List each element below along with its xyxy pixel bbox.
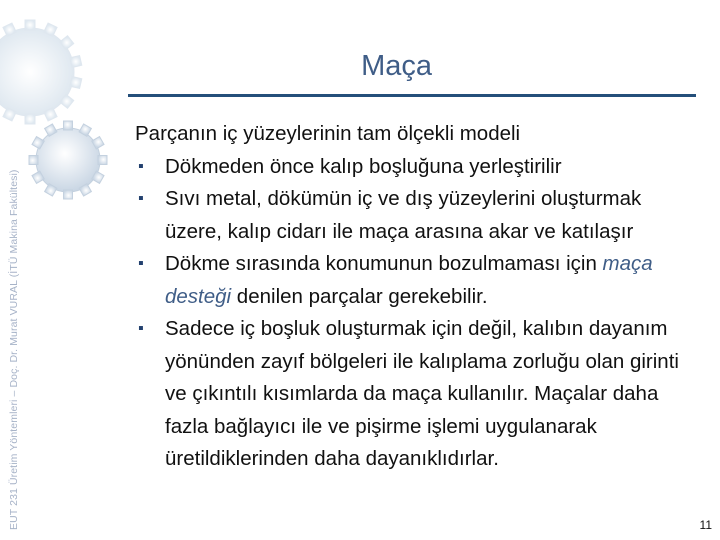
emphasized-term: maça desteği xyxy=(165,252,653,308)
list-item xyxy=(135,248,695,313)
page-number: 11 xyxy=(699,518,712,532)
list-item xyxy=(135,183,695,248)
bullet-text-before: Dökme sırasında konumunun bozulmaması için xyxy=(165,252,603,275)
list-item xyxy=(135,151,695,184)
title-divider xyxy=(128,94,696,97)
small-gear-icon xyxy=(29,121,107,199)
bullet-text-after: denilen parçalar gerekebilir. xyxy=(231,284,488,308)
bullet-text: Sıvı metal, dökümün iç ve dış yüzeylerini oluşturmak üzere, kalıp cidarı ile maça arasına akar ve katılaşır xyxy=(165,187,642,243)
bullet-text: Dökmeden önce kalıp boşluğuna yerleştirilir xyxy=(165,154,562,178)
list-item xyxy=(135,313,695,476)
page-title: Maça xyxy=(361,50,432,82)
large-gear-icon xyxy=(0,20,82,124)
bullet-text: Sadece iç boşluk oluşturmak için değil, kalıbın dayanım yönünden zayıf bölgeleri ile kalıplama zorluğu olan girinti ve çıkıntılı kısımlarda da maça kullanılır. Maçalar daha fazla bağlayıcı ile ve pişirme işlemi uygulanarak üretildiklerinden daha dayanıklıdırlar. xyxy=(165,317,679,470)
sidebar-caption: EUT 231 Üretim Yöntemleri – Doç. Dr. Murat VURAL (İTÜ Makina Fakültesi) xyxy=(8,169,20,530)
bullet-list xyxy=(135,151,695,476)
slide-content xyxy=(135,118,695,476)
square-bullet-icon: ▪ xyxy=(138,157,144,175)
gears-decoration xyxy=(0,0,140,260)
square-bullet-icon: ▪ xyxy=(138,190,144,207)
square-bullet-icon: ▪ xyxy=(138,255,144,272)
intro-text: Parçanın iç yüzeylerinin tam ölçekli modeli xyxy=(135,122,521,145)
square-bullet-icon: ▪ xyxy=(138,320,144,337)
